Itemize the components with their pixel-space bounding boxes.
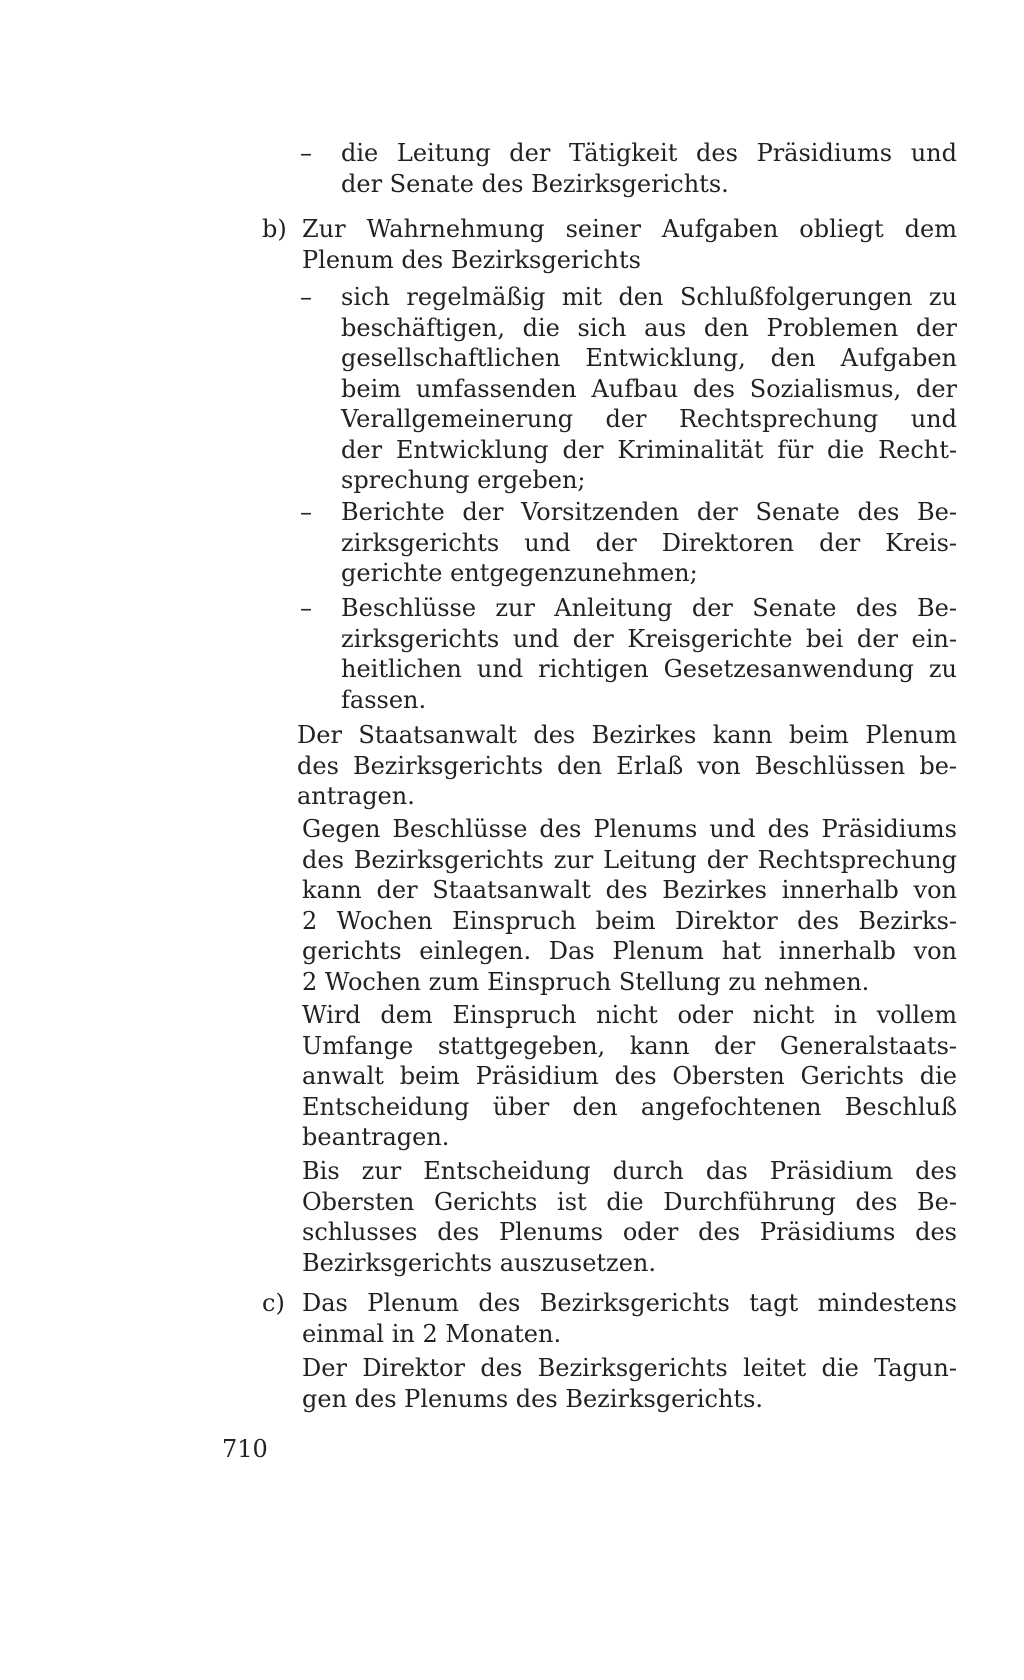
dash-bullet: – bbox=[300, 498, 312, 526]
text-line: Umfange stattgegeben, kann der Generalstaats- bbox=[302, 1031, 957, 1060]
text-line: Beschlüsse zur Anleitung der Senate des Be- bbox=[341, 594, 957, 622]
paragraph-tagung bbox=[302, 1288, 957, 1349]
dash-bullet: – bbox=[300, 594, 312, 622]
text-line: Berichte der Vorsitzenden der Senate des Be- bbox=[341, 498, 957, 526]
list-item-berichte bbox=[341, 497, 957, 589]
paragraph-aussetzung bbox=[302, 1156, 957, 1278]
text-line: Plenum des Bezirksgerichts bbox=[302, 245, 641, 274]
text-line: die Leitung der Tätigkeit des Präsidiums und bbox=[341, 139, 957, 167]
text-line: des Bezirksgerichts zur Leitung der Rechtsprechung bbox=[302, 845, 957, 874]
text-line: sprechung ergeben; bbox=[341, 466, 586, 494]
text-line: einmal in 2 Monaten. bbox=[302, 1319, 562, 1348]
text-line: heitlichen und richtigen Gesetzesanwendung zu bbox=[341, 655, 957, 683]
text-line: Verallgemeinerung der Rechtsprechung und bbox=[341, 405, 957, 433]
paragraph-einspruch bbox=[302, 814, 957, 997]
text-line: Zur Wahrnehmung seiner Aufgaben obliegt dem bbox=[302, 215, 957, 243]
text-line: Der Staatsanwalt des Bezirkes kann beim Plenum bbox=[297, 721, 957, 749]
text-line: Der Direktor des Bezirksgerichts leitet die Tagun- bbox=[302, 1354, 957, 1382]
text-line: gesellschaftlichen Entwicklung, den Aufgaben bbox=[341, 344, 957, 372]
section-label-c: c) bbox=[262, 1289, 285, 1317]
text-line: Bezirksgerichts auszusetzen. bbox=[302, 1248, 656, 1277]
text-line: zirksgerichts und der Kreisgerichte bei der ein- bbox=[341, 624, 957, 653]
text-line: fassen. bbox=[341, 685, 427, 714]
text-line: 2 Wochen Einspruch beim Direktor des Bezirks- bbox=[302, 906, 957, 935]
text-line: beschäftigen, die sich aus den Problemen der bbox=[341, 313, 957, 342]
page-number: 710 bbox=[222, 1435, 268, 1463]
paragraph-generalstaatsanwalt bbox=[302, 1000, 957, 1153]
text-line: Das Plenum des Bezirksgerichts tagt mindestens bbox=[302, 1289, 957, 1317]
text-line: beantragen. bbox=[302, 1123, 450, 1151]
text-line: Gegen Beschlüsse des Plenums und des Präsidiums bbox=[302, 815, 957, 843]
text-line: antragen. bbox=[297, 782, 415, 810]
list-item-leitung bbox=[341, 138, 957, 199]
text-line: sich regelmäßig mit den Schlußfolgerungen zu bbox=[341, 283, 957, 311]
text-line: gen des Plenums des Bezirksgerichts. bbox=[302, 1384, 764, 1413]
text-line: der Entwicklung der Kriminalität für die Recht- bbox=[341, 435, 957, 464]
section-label-b: b) bbox=[262, 215, 287, 243]
text-line: gerichts einlegen. Das Plenum hat innerhalb von bbox=[302, 937, 957, 965]
paragraph-direktor bbox=[302, 1353, 957, 1414]
text-line: 2 Wochen zum Einspruch Stellung zu nehmen. bbox=[302, 967, 870, 996]
text-line: Entscheidung über den angefochtenen Beschluß bbox=[302, 1092, 957, 1121]
text-line: Wird dem Einspruch nicht oder nicht in vollem bbox=[302, 1001, 957, 1029]
text-line: gerichte entgegenzunehmen; bbox=[341, 559, 698, 587]
text-line: des Bezirksgerichts den Erlaß von Beschlüssen be- bbox=[297, 751, 957, 780]
text-line: anwalt beim Präsidium des Obersten Gerichts die bbox=[302, 1062, 957, 1090]
dash-bullet: – bbox=[300, 283, 312, 311]
text-line: Bis zur Entscheidung durch das Präsidium des bbox=[302, 1157, 957, 1185]
list-item-schlussfolgerungen bbox=[341, 282, 957, 496]
section-b-intro bbox=[302, 214, 957, 275]
paragraph-staatsanwalt bbox=[297, 720, 957, 812]
text-line: kann der Staatsanwalt des Bezirkes innerhalb von bbox=[302, 876, 957, 904]
text-line: der Senate des Bezirksgerichts. bbox=[341, 169, 729, 198]
dash-bullet: – bbox=[300, 139, 312, 167]
text-line: Obersten Gerichts ist die Durchführung des Be- bbox=[302, 1187, 957, 1216]
text-line: beim umfassenden Aufbau des Sozialismus, der bbox=[341, 374, 957, 403]
text-line: zirksgerichts und der Direktoren der Kreis- bbox=[341, 528, 957, 557]
list-item-beschluesse bbox=[341, 593, 957, 715]
text-line: schlusses des Plenums oder des Präsidiums des bbox=[302, 1218, 957, 1246]
